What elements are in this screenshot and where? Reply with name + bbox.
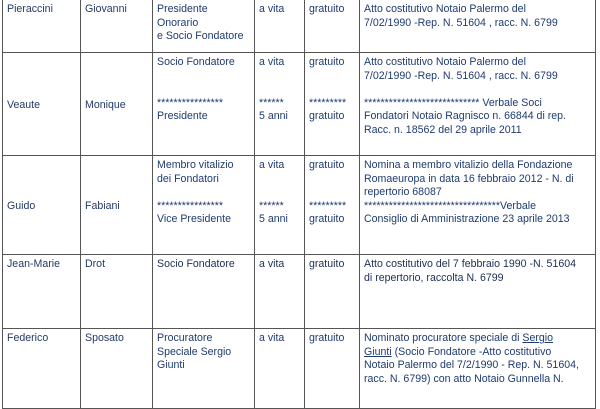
compensation-cell: gratuito: [305, 329, 360, 409]
last-name-cell: Drot: [81, 255, 153, 329]
act-text: (Socio Fondatore -Atto costitutivo Notaio Palermo del 7/2/1990 - Rep. N. 51604, racc. N. 6799) con atto Notaio Gunnella N.: [364, 345, 579, 385]
first-name-cell: Pieraccini: [3, 0, 81, 53]
last-name-cell: Sposato: [81, 329, 153, 409]
role-cell: Procuratore Speciale Sergio Giunti: [153, 329, 255, 409]
last-name-cell: Monique: [81, 53, 153, 156]
first-name-cell: Jean-Marie: [3, 255, 81, 329]
sergio-giunti-link[interactable]: Sergio Giunti: [364, 332, 554, 358]
table-row: [3, 156, 596, 255]
role-cell: Membro vitalizio dei Fondatori **************** Vice Presidente: [153, 156, 255, 255]
act-cell: Atto costitutivo Notaio Palermo del 7/02/1990 -Rep. N. 51604 , racc. N. 6799: [360, 0, 596, 53]
duration-cell: a vita: [255, 329, 305, 409]
compensation-cell: gratuito ********* gratuito: [305, 53, 360, 156]
last-name-cell: Fabiani: [81, 156, 153, 255]
first-name-cell: Federico: [3, 329, 81, 409]
first-name-cell: Guido: [3, 156, 81, 255]
table-row: [3, 53, 596, 156]
members-table: [2, 0, 596, 409]
act-cell: Nomina a membro vitalizio della Fondazione Romaeuropa in data 16 febbraio 2012 - N. di repertorio 68087 *********************************Verbale Consiglio di Amministrazione 23 aprile 2013: [360, 156, 596, 255]
first-name-cell: Veaute: [3, 53, 81, 156]
role-cell: Socio Fondatore **************** Presidente: [153, 53, 255, 156]
compensation-cell: gratuito ********* gratuito: [305, 156, 360, 255]
duration-cell: a vita ****** 5 anni: [255, 156, 305, 255]
role-cell: Presidente Onorario e Socio Fondatore: [153, 0, 255, 53]
act-cell: Atto costitutivo del 7 febbraio 1990 -N. 51604 di repertorio, raccolta N. 6799: [360, 255, 596, 329]
last-name-cell: Giovanni: [81, 0, 153, 53]
role-cell: Socio Fondatore: [153, 255, 255, 329]
compensation-cell: gratuito: [305, 0, 360, 53]
act-cell: Atto costitutivo Notaio Palermo del 7/02/1990 -Rep. N. 51604 , racc. N. 6799 **************************** Verbale Soci Fondatori Notaio Ragnisco n. 66844 di rep. Racc. n. 18562 del 29 aprile 2011: [360, 53, 596, 156]
duration-cell: a vita: [255, 255, 305, 329]
duration-cell: a vita: [255, 0, 305, 53]
table-row: [3, 0, 596, 53]
table-row: [3, 255, 596, 329]
act-text: Nominato procuratore speciale di: [364, 332, 523, 344]
act-cell: [360, 329, 596, 409]
table-row: [3, 329, 596, 409]
duration-cell: a vita ****** 5 anni: [255, 53, 305, 156]
compensation-cell: gratuito: [305, 255, 360, 329]
